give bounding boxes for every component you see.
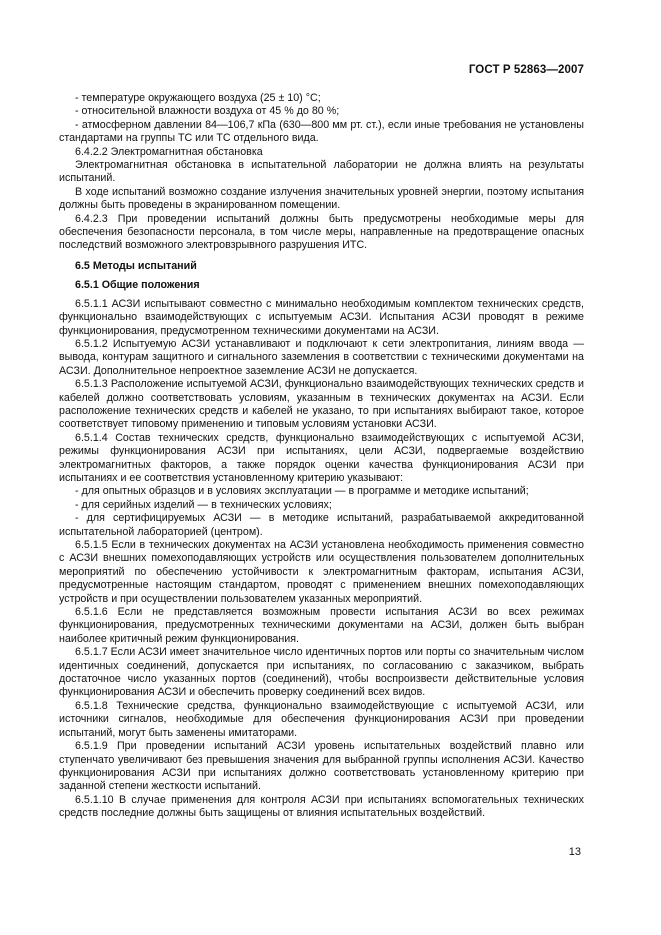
paragraph: 6.5.1.2 Испытуемую АСЗИ устанавливают и подключают к сети электропитания, линиям ввода — вывода, контурам защитного и сигнального заземления в соответствии с техническими документами на АСЗИ. Дополнительное непроектное заземление АСЗИ не допускается. (59, 337, 584, 377)
list-item: - для опытных образцов и в условиях эксплуатации — в программе и методике испытаний; (75, 485, 529, 498)
paragraph: В ходе испытаний возможно создание излучения значительных уровней энергии, поэтому испытания должны быть проведены в экранированном помещении. (59, 185, 584, 212)
paragraph: - температуре окружающего воздуха (25 ± 10) °С; (75, 92, 321, 104)
paragraph: 6.5.1.6 Если не представляется возможным провести испытания АСЗИ во всех режимах функционирования, предусмотренных техническими документами на АСЗИ, должен быть выбран наиболее критичный режим функционирования. (59, 606, 584, 645)
list-item: - для серийных изделий — в технических условиях; (75, 498, 332, 511)
paragraph: 6.5.1.1 АСЗИ испытывают совместно с минимально необходимым комплектом технических средств, функционально взаимодействующих с испытуемым АСЗИ. Испытания АСЗИ проводят в режиме функционирования, предусмотренном техническими документами на АСЗИ. (59, 297, 584, 337)
list-item: - для сертифицируемых АСЗИ — в методике испытаний, разрабатываемой аккредитованной испытательной лабораторией (центром). (59, 512, 584, 538)
paragraph: - относительной влажности воздуха от 45 % до 80 %; (75, 105, 340, 118)
page-number: 13 (568, 846, 581, 858)
standard-header: ГОСТ Р 52863—2007 (468, 64, 584, 76)
section-title: 6.5 Методы испытаний (75, 259, 197, 272)
subsection-title: 6.5.1 Общие положения (75, 279, 200, 292)
paragraph: 6.5.1.10 В случае применения для контроля АСЗИ при испытаниях вспомогательных технических средств последние должны быть защищены от влияния испытательных воздействий. (59, 793, 584, 820)
document-body (59, 92, 584, 821)
paragraph: 6.5.1.3 Расположение испытуемой АСЗИ, функционально взаимодействующих технических средств и кабелей должно соответствовать условиям, указанным в технических документах на АСЗИ. Если расположение технических средств и кабелей не указано, то при испытаниях выбирают такое, которое соответствует типовому применению и типовым условиям установки АСЗИ. (59, 378, 584, 431)
paragraph: 6.5.1.7 Если АСЗИ имеет значительное число идентичных портов или порты со значительным числом идентичных соединений, допускается при испытаниях, по согласованию с заказчиком, выбрать достаточное число указанных портов (соединений), чтобы воспроизвести действительные условия функционирования АСЗИ и обеспечить проверку соединений всех видов. (59, 646, 584, 699)
paragraph: 6.4.2.2 Электромагнитная обстановка (75, 145, 263, 158)
paragraph: 6.5.1.8 Технические средства, функционально взаимодействующие с испытуемой АСЗИ, или источники сигналов, необходимые для обеспечения функционирования АСЗИ при проведении испытаний, могут быть заменены имитаторами. (59, 699, 584, 739)
paragraph: 6.5.1.4 Состав технических средств, функционально взаимодействующих с испытуемой АСЗИ, режимы функционирования АСЗИ при испытаниях, цели АСЗИ, подвергаемые воздействию электромагнитных факторов, а также порядок оценки качества функционирования АСЗИ при испытаниях и ее соответствия установленному критерию указывают: (59, 431, 584, 484)
paragraph: Электромагнитная обстановка в испытательной лаборатории не должна влиять на результаты испытаний. (59, 159, 584, 185)
paragraph: 6.5.1.5 Если в технических документах на АСЗИ установлена необходимость применения совместно с АСЗИ внешних помехоподавляющих устройств или осуществления пользователем дополнительных мероприятий по обеспечению устойчивости к электромагнитным факторам, испытания АСЗИ, предусмотренные настоящим стандартом, проводят с применением внешних помехоподавляющих устройств и при осуществлении пользователем указанных мероприятий. (59, 539, 584, 605)
paragraph: 6.5.1.9 При проведении испытаний АСЗИ уровень испытательных воздействий плавно или ступенчато увеличивают без превышения значения для выбранной группы исполнения АСЗИ. Качество функционирования АСЗИ при испытаниях должно соответствовать установленному критерию при заданной степени жесткости испытаний. (59, 740, 584, 793)
paragraph: 6.4.2.3 При проведении испытаний должны быть предусмотрены необходимые меры для обеспечения безопасности персонала, в том числе меры, направленные на предотвращение опасных последствий возможного электровзрывного разрушения ИТС. (59, 212, 584, 252)
paragraph: - атмосферном давлении 84—106,7 кПа (630—800 мм рт. ст.), если иные требования не установлены стандартами на группы ТС или ТС отдельного вида. (59, 118, 584, 145)
